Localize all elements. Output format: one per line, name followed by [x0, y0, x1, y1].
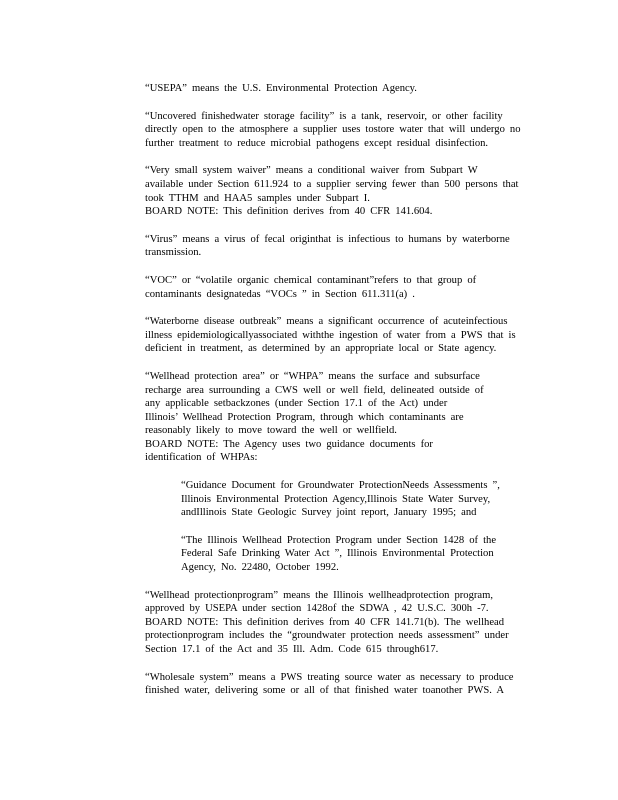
text-line: further treatment to reduce microbial pathogens except residual disinfection. — [145, 137, 489, 149]
definition-usepa — [145, 82, 541, 96]
text-line: “Virus” means a virus of fecal originthat is infectious to humans by waterborne — [145, 233, 510, 245]
text-line: Illinois Environmental Protection Agency,Illinois State Water Survey, — [181, 493, 491, 505]
guidance-document-citation — [181, 479, 541, 520]
text-line: “Wellhead protectionprogram” means the Illinois wellheadprotection program, — [145, 589, 494, 601]
text-line: “Waterborne disease outbreak” means a significant occurrence of acuteinfectious — [145, 316, 508, 328]
text-line: “Guidance Document for Groundwater ProtectionNeeds Assessments ”, — [181, 480, 500, 492]
text-line: recharge area surrounding a CWS well or well field, delineated outside of — [145, 384, 484, 396]
text-line: identification of WHPAs: — [145, 452, 258, 464]
text-line: deficient in treatment, as determined by an appropriate local or State agency. — [145, 343, 497, 355]
text-line: directly open to the atmosphere a supplier uses tostore water that will undergo no — [145, 124, 521, 136]
text-line: any applicable setbackzones (under Section 17.1 of the Act) under — [145, 398, 448, 410]
definition-voc — [145, 274, 541, 301]
text-line: andIllinois State Geologic Survey joint report, January 1995; and — [181, 507, 477, 519]
definition-uncovered-finished-water-storage-facility — [145, 110, 541, 151]
definition-very-small-system-waiver — [145, 164, 541, 218]
text-line: “The Illinois Wellhead Protection Program under Section 1428 of the — [181, 534, 497, 546]
board-note-line: BOARD NOTE: This definition derives from 40 CFR 141.604. — [145, 206, 433, 218]
text-line: reasonably likely to move toward the well or wellfield. — [145, 425, 397, 437]
text-line: “Very small system waiver” means a conditional waiver from Subpart W — [145, 165, 478, 177]
text-line: took TTHM and HAA5 samples under Subpart I. — [145, 192, 370, 204]
document-body — [145, 82, 541, 712]
text-line: Agency, No. 22480, October 1992. — [181, 562, 339, 574]
text-line: Federal Safe Drinking Water Act ”, Illinois Environmental Protection — [181, 548, 494, 560]
text-line: “VOC” or “volatile organic chemical contaminant”refers to that group of — [145, 274, 477, 286]
text-line: Section 17.1 of the Act and 35 Ill. Adm. Code 615 through617. — [145, 644, 439, 655]
illinois-wellhead-protection-program-citation — [181, 534, 541, 575]
definition-waterborne-disease-outbreak — [145, 315, 541, 356]
text-line: transmission. — [145, 247, 202, 259]
text-line: “Wholesale system” means a PWS treating source water as necessary to produce — [145, 671, 514, 683]
board-note-line: BOARD NOTE: The Agency uses two guidance documents for — [145, 438, 433, 450]
text-line: Illinois’ Wellhead Protection Program, through which contaminants are — [145, 411, 464, 423]
text-line: finished water, delivering some or all of that finished water toanother PWS. A — [145, 685, 505, 697]
definition-wellhead-protection-area — [145, 370, 541, 465]
text-line: contaminants designatedas “VOCs ” in Section 611.311(a) . — [145, 288, 415, 300]
board-note-line: BOARD NOTE: This definition derives from 40 CFR 141.71(b). The wellhead — [145, 616, 505, 628]
text-line: “USEPA” means the U.S. Environmental Protection Agency. — [145, 83, 417, 94]
definition-wellhead-protection-program — [145, 589, 541, 657]
text-line: “Wellhead protection area” or “WHPA” means the surface and subsurface — [145, 370, 480, 382]
text-line: “Uncovered finishedwater storage facility” is a tank, reservoir, or other facility — [145, 110, 503, 122]
text-line: available under Section 611.924 to a supplier serving fewer than 500 persons that — [145, 178, 519, 190]
definition-virus — [145, 233, 541, 260]
text-line: illness epidemiologicallyassociated withthe ingestion of water from a PWS that is — [145, 329, 516, 341]
text-line: approved by USEPA under section 1428of the SDWA , 42 U.S.C. 300h -7. — [145, 603, 489, 615]
text-line: protectionprogram includes the “groundwater protection needs assessment” under — [145, 630, 509, 642]
definition-wholesale-system — [145, 671, 541, 698]
